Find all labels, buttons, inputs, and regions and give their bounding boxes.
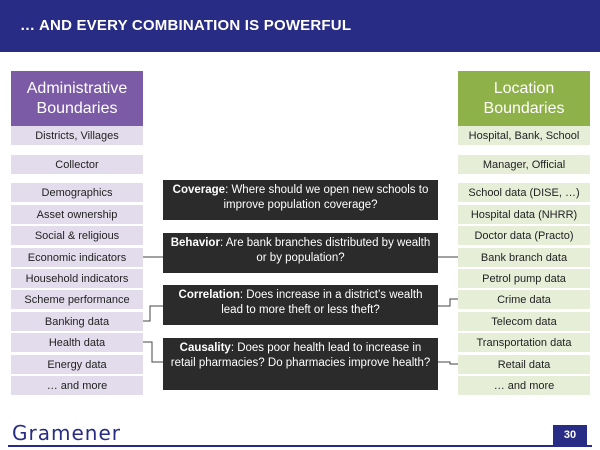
right-header-line-1: Location [493,79,555,97]
question-coverage [163,180,438,220]
left-item: Demographics [11,183,143,202]
left-item: Districts, Villages [11,126,143,145]
right-item: Retail data [458,355,590,374]
left-item: Energy data [11,355,143,374]
footer-rule [8,445,592,447]
right-item: Doctor data (Practo) [458,226,590,245]
question-label: Coverage [172,184,226,196]
right-item: School data (DISE, …) [458,183,590,202]
right-header [458,71,590,126]
question-label: Causality [179,342,231,354]
right-item: Petrol pump data [458,269,590,288]
slide-title: … AND EVERY COMBINATION IS POWERFUL [20,17,352,34]
question-label: Correlation [178,289,240,301]
left-header [11,71,143,126]
right-item: Manager, Official [458,155,590,174]
left-item: Collector [11,155,143,174]
question-correlation [163,285,438,325]
left-item: Health data [11,333,143,352]
left-header-line-2: Boundaries [36,99,118,117]
right-item: Hospital, Bank, School [458,126,590,145]
right-item: Bank branch data [458,248,590,267]
question-text: : Are bank branches distributed by wealth or by population? [219,237,431,264]
left-item: Banking data [11,312,143,331]
connector-causality-left [143,342,163,362]
right-item: … and more [458,376,590,395]
left-item: Asset ownership [11,205,143,224]
right-item: Hospital data (NHRR) [458,205,590,224]
left-item: Household indicators [11,269,143,288]
right-item: Crime data [458,290,590,309]
connector-correlation-right [438,299,458,306]
question-behavior [163,233,438,273]
right-header-line-2: Boundaries [483,99,565,117]
right-item: Telecom data [458,312,590,331]
question-text: : Where should we open new schools to improve population coverage? [223,184,429,211]
question-label: Behavior [170,237,220,249]
page-number: 30 [553,425,587,445]
left-item: … and more [11,376,143,395]
left-item: Social & religious [11,226,143,245]
question-text: : Does poor health lead to increase in retail pharmacies? Do pharmacies improve health? [170,342,431,369]
question-causality [163,338,438,390]
connector-causality-right [438,362,458,364]
left-header-line-1: Administrative [26,79,128,97]
gramener-logo: Gramener [12,421,121,445]
connector-correlation-left [143,306,163,321]
right-item: Transportation data [458,333,590,352]
question-text: : Does increase in a district’s wealth lead to more theft or less theft? [221,289,423,316]
left-item: Economic indicators [11,248,143,267]
left-item: Scheme performance [11,290,143,309]
title-bar [0,0,600,52]
